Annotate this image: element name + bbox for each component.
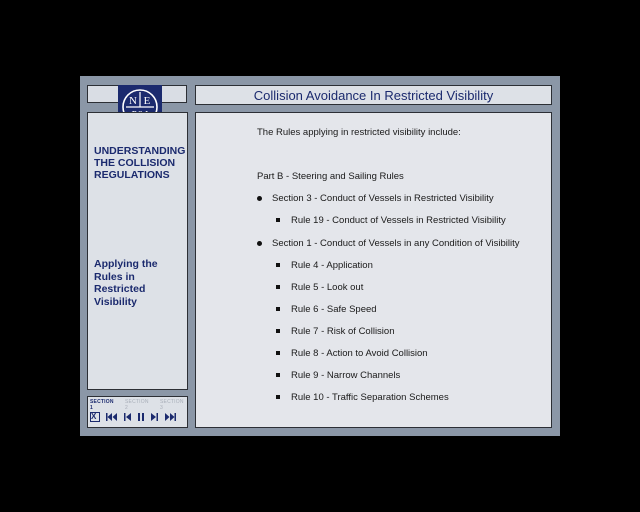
square-bullet-icon [276, 263, 280, 267]
pause-button[interactable] [138, 412, 144, 422]
square-bullet-icon [276, 329, 280, 333]
svg-text:E: E [143, 95, 151, 107]
skip-to-end-icon [164, 413, 176, 421]
list-item: Section 3 - Conduct of Vessels in Restricted Visibility [257, 193, 494, 204]
app-frame [80, 76, 560, 436]
step-forward-icon [150, 413, 158, 421]
list-item: Rule 19 - Conduct of Vessels in Restricted Visibility [276, 215, 506, 226]
square-bullet-icon [276, 395, 280, 399]
page-title-bar [195, 85, 552, 105]
pause-icon [138, 413, 144, 421]
list-item: Rule 4 - Application [276, 260, 373, 271]
previous-button[interactable] [124, 412, 132, 422]
section-tabs [90, 399, 187, 411]
step-back-icon [124, 413, 132, 421]
close-button[interactable]: X [90, 412, 100, 422]
bullet-icon [257, 196, 262, 201]
square-bullet-icon [276, 218, 280, 222]
square-bullet-icon [276, 373, 280, 377]
sidebar [87, 112, 188, 390]
list-item: Rule 9 - Narrow Channels [276, 370, 400, 381]
skip-to-start-icon [106, 413, 118, 421]
tab-section-3[interactable]: SECTION 3 [160, 399, 184, 411]
bullet-icon [257, 241, 262, 246]
intro-text: The Rules applying in restricted visibility include: [257, 127, 461, 138]
last-button[interactable] [164, 412, 176, 422]
list-item: Rule 5 - Look out [276, 282, 363, 293]
tab-section-2[interactable]: SECTION 2 [125, 399, 149, 411]
square-bullet-icon [276, 285, 280, 289]
square-bullet-icon [276, 307, 280, 311]
topic-title: Applying the Rules in Restricted Visibility [94, 258, 158, 308]
next-button[interactable] [150, 412, 158, 422]
svg-text:N: N [129, 95, 137, 107]
list-item: Rule 7 - Risk of Collision [276, 326, 394, 337]
square-bullet-icon [276, 351, 280, 355]
first-button[interactable] [106, 412, 118, 422]
list-item: Rule 8 - Action to Avoid Collision [276, 348, 428, 359]
navigation-bar [87, 396, 188, 428]
content-panel [195, 112, 552, 428]
part-heading: Part B - Steering and Sailing Rules [257, 171, 404, 182]
list-item: Rule 6 - Safe Speed [276, 304, 377, 315]
playback-controls [90, 412, 176, 422]
page-title: Collision Avoidance In Restricted Visibility [253, 87, 494, 103]
list-item: Rule 10 - Traffic Separation Schemes [276, 392, 449, 403]
list-item: Section 1 - Conduct of Vessels in any Condition of Visibility [257, 238, 520, 249]
tab-section-1[interactable]: SECTION 1 [90, 399, 114, 411]
course-heading: UNDERSTANDING THE COLLISION REGULATIONS [94, 145, 186, 181]
